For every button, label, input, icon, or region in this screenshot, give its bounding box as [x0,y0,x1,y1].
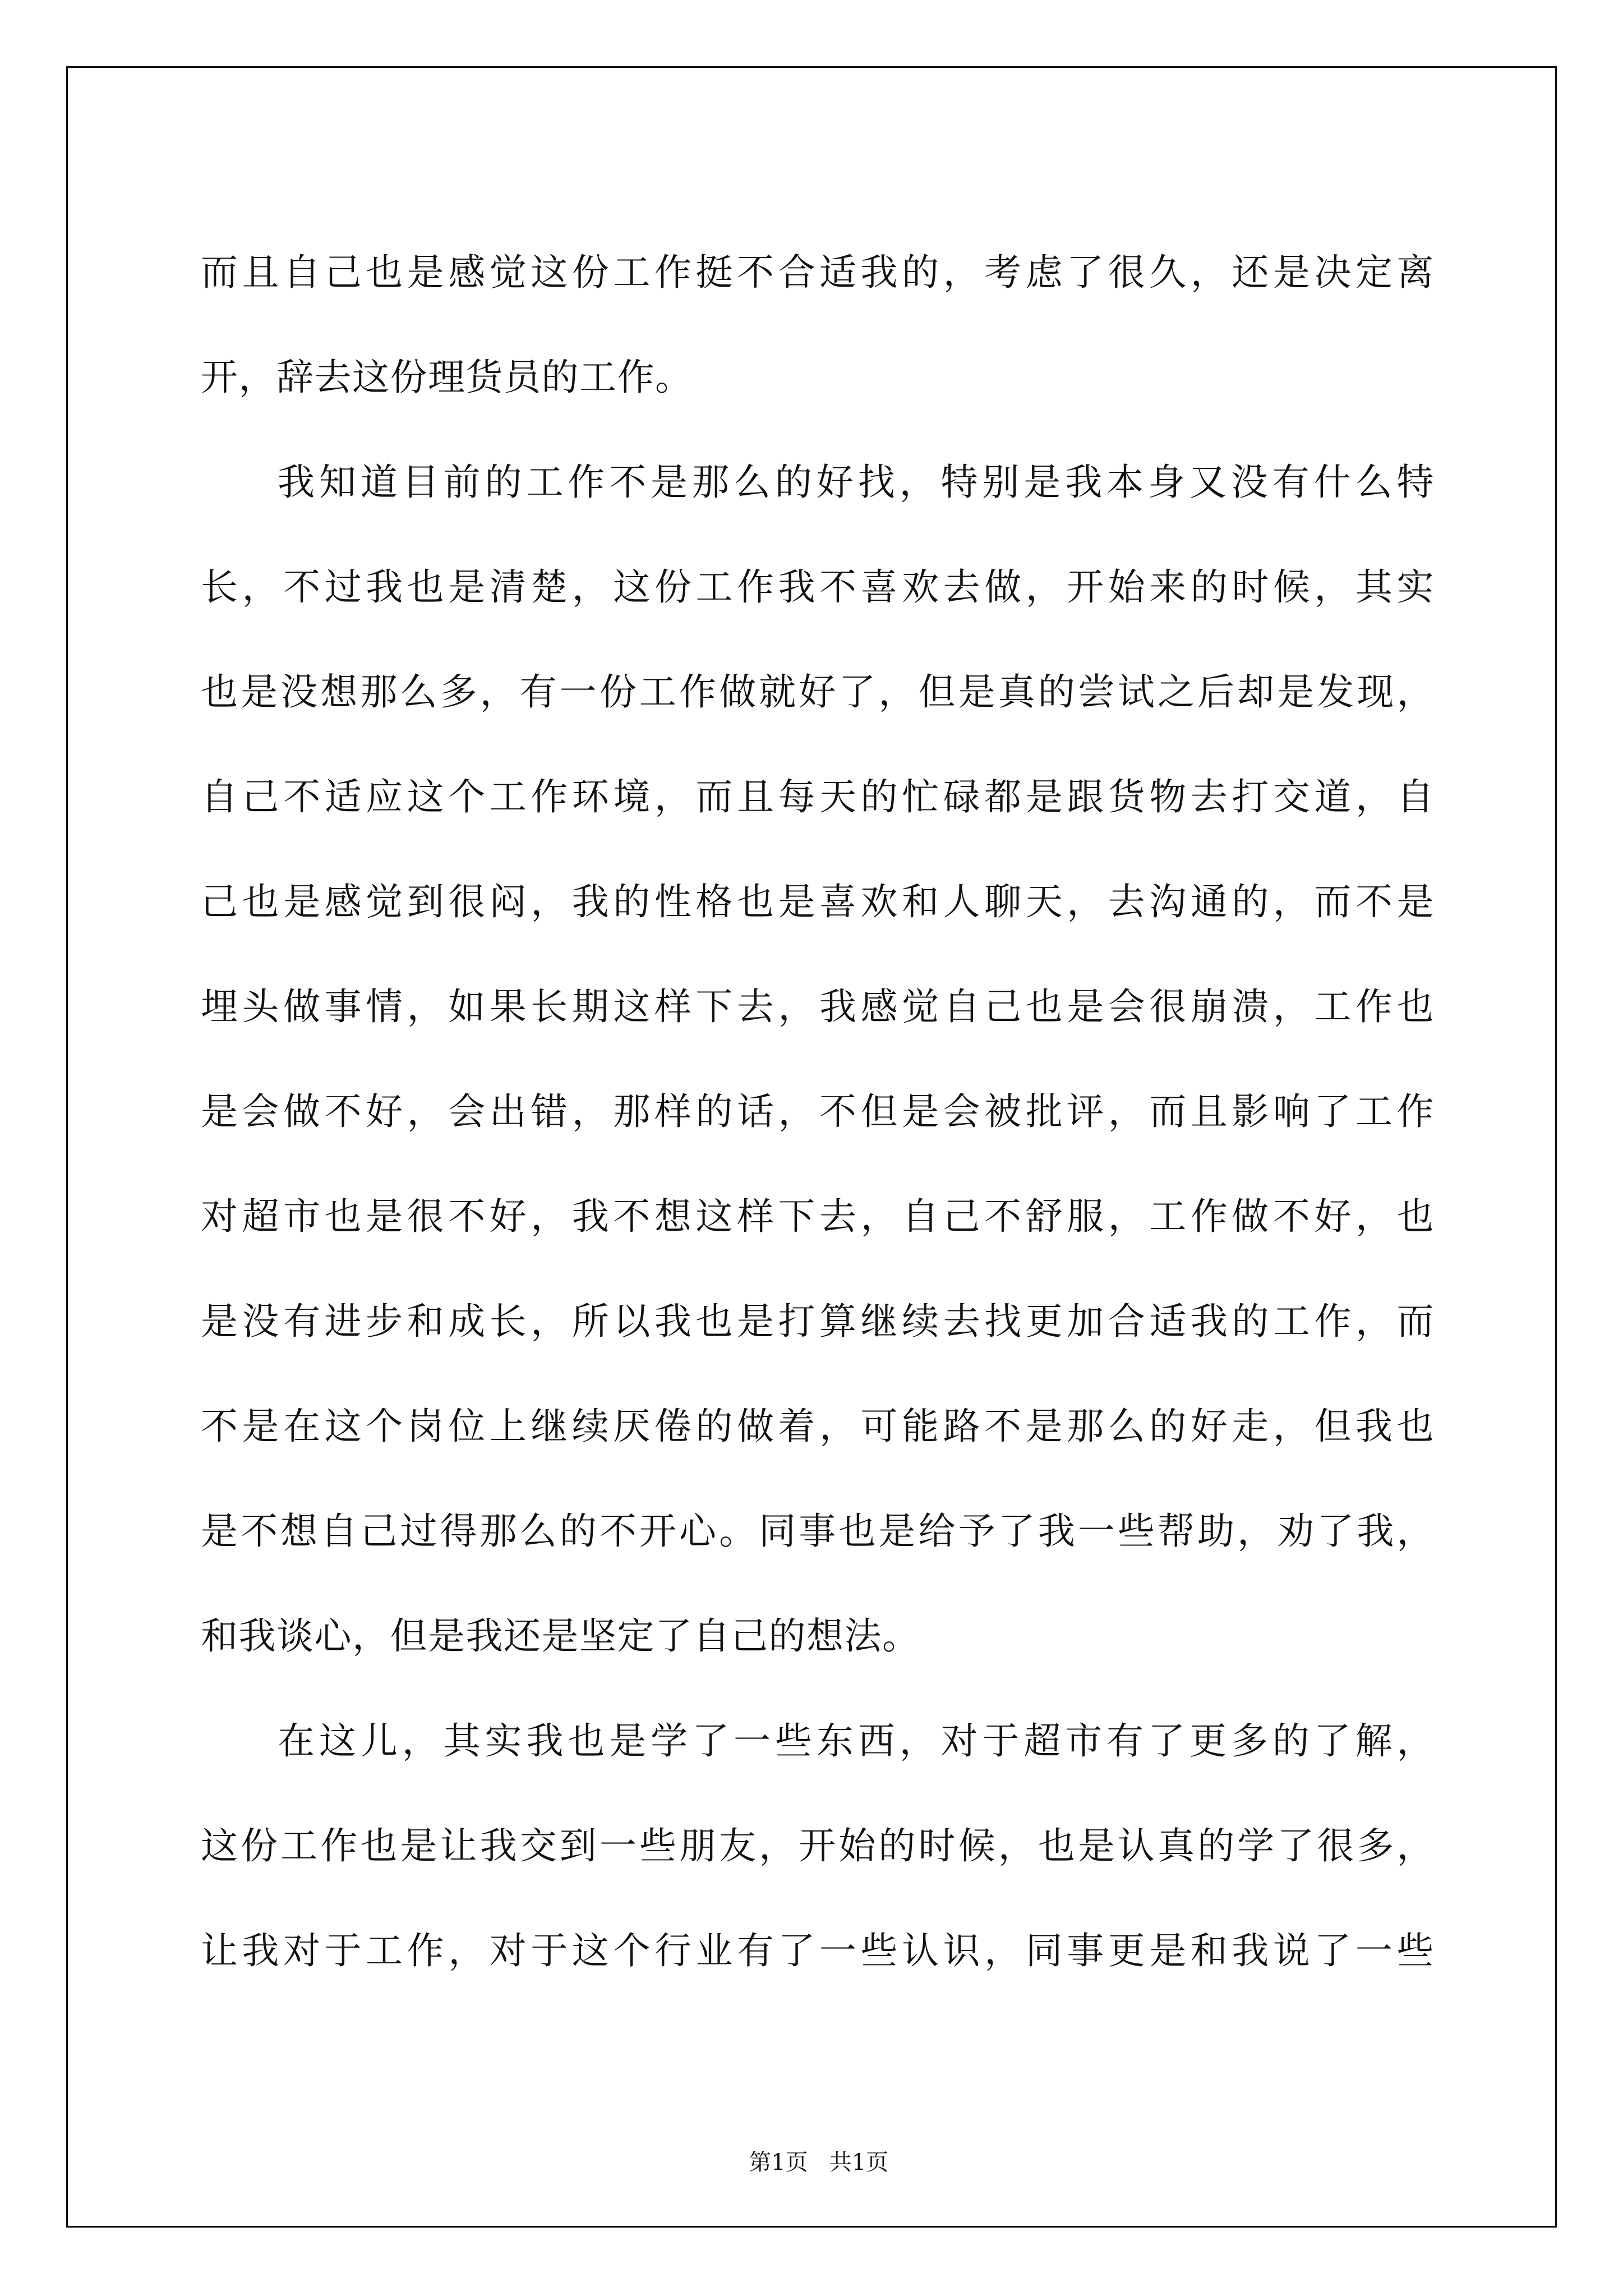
text-line: 不是在这个岗位上继续厌倦的做着，可能路不是那么的好走，但我也 [201,1405,1435,1448]
text-line: 是没有进步和成长，所以我也是打算继续去找更加合适我的工作，而 [201,1300,1435,1343]
text-line: 埋头做事情，如果长期这样下去，我感觉自己也是会很崩溃，工作也 [201,985,1435,1028]
text-line: 和我谈心，但是我还是坚定了自己的想法。 [201,1614,920,1658]
text-line: 在这儿，其实我也是学了一些东西，对于超市有了更多的了解， [278,1719,1435,1763]
text-line: 而且自己也是感觉这份工作挺不合适我的，考虑了很久，还是决定离 [201,251,1435,294]
text-line: 让我对于工作，对于这个行业有了一些认识，同事更是和我说了一些 [201,1929,1435,1972]
text-line: 是会做不好，会出错，那样的话，不但是会被批评，而且影响了工作 [201,1090,1435,1133]
text-line: 我知道目前的工作不是那么的好找，特别是我本身又没有什么特 [278,461,1435,504]
paragraph-1 [201,220,1435,430]
paragraph-2 [201,430,1435,1688]
text-line: 是不想自己过得那么的不开心。同事也是给予了我一些帮助，劝了我， [201,1510,1435,1553]
text-line: 也是没想那么多，有一份工作做就好了，但是真的尝试之后却是发现， [201,670,1435,714]
text-line: 长，不过我也是清楚，这份工作我不喜欢去做，开始来的时候，其实 [201,565,1435,609]
text-line: 己也是感觉到很闷，我的性格也是喜欢和人聊天，去沟通的，而不是 [201,880,1435,923]
text-line: 对超市也是很不好，我不想这样下去，自己不舒服，工作做不好，也 [201,1195,1435,1238]
page-footer [0,2119,1623,2177]
text-line: 自己不适应这个工作环境，而且每天的忙碌都是跟货物去打交道，自 [201,775,1435,818]
text-line: 这份工作也是让我交到一些朋友，开始的时候，也是认真的学了很多， [201,1824,1435,1867]
text-line: 开，辞去这份理货员的工作。 [201,356,693,399]
page-number-label: 第1页 共1页 [749,2150,889,2175]
document-body [201,220,1435,2003]
paragraph-3 [201,1688,1435,2003]
